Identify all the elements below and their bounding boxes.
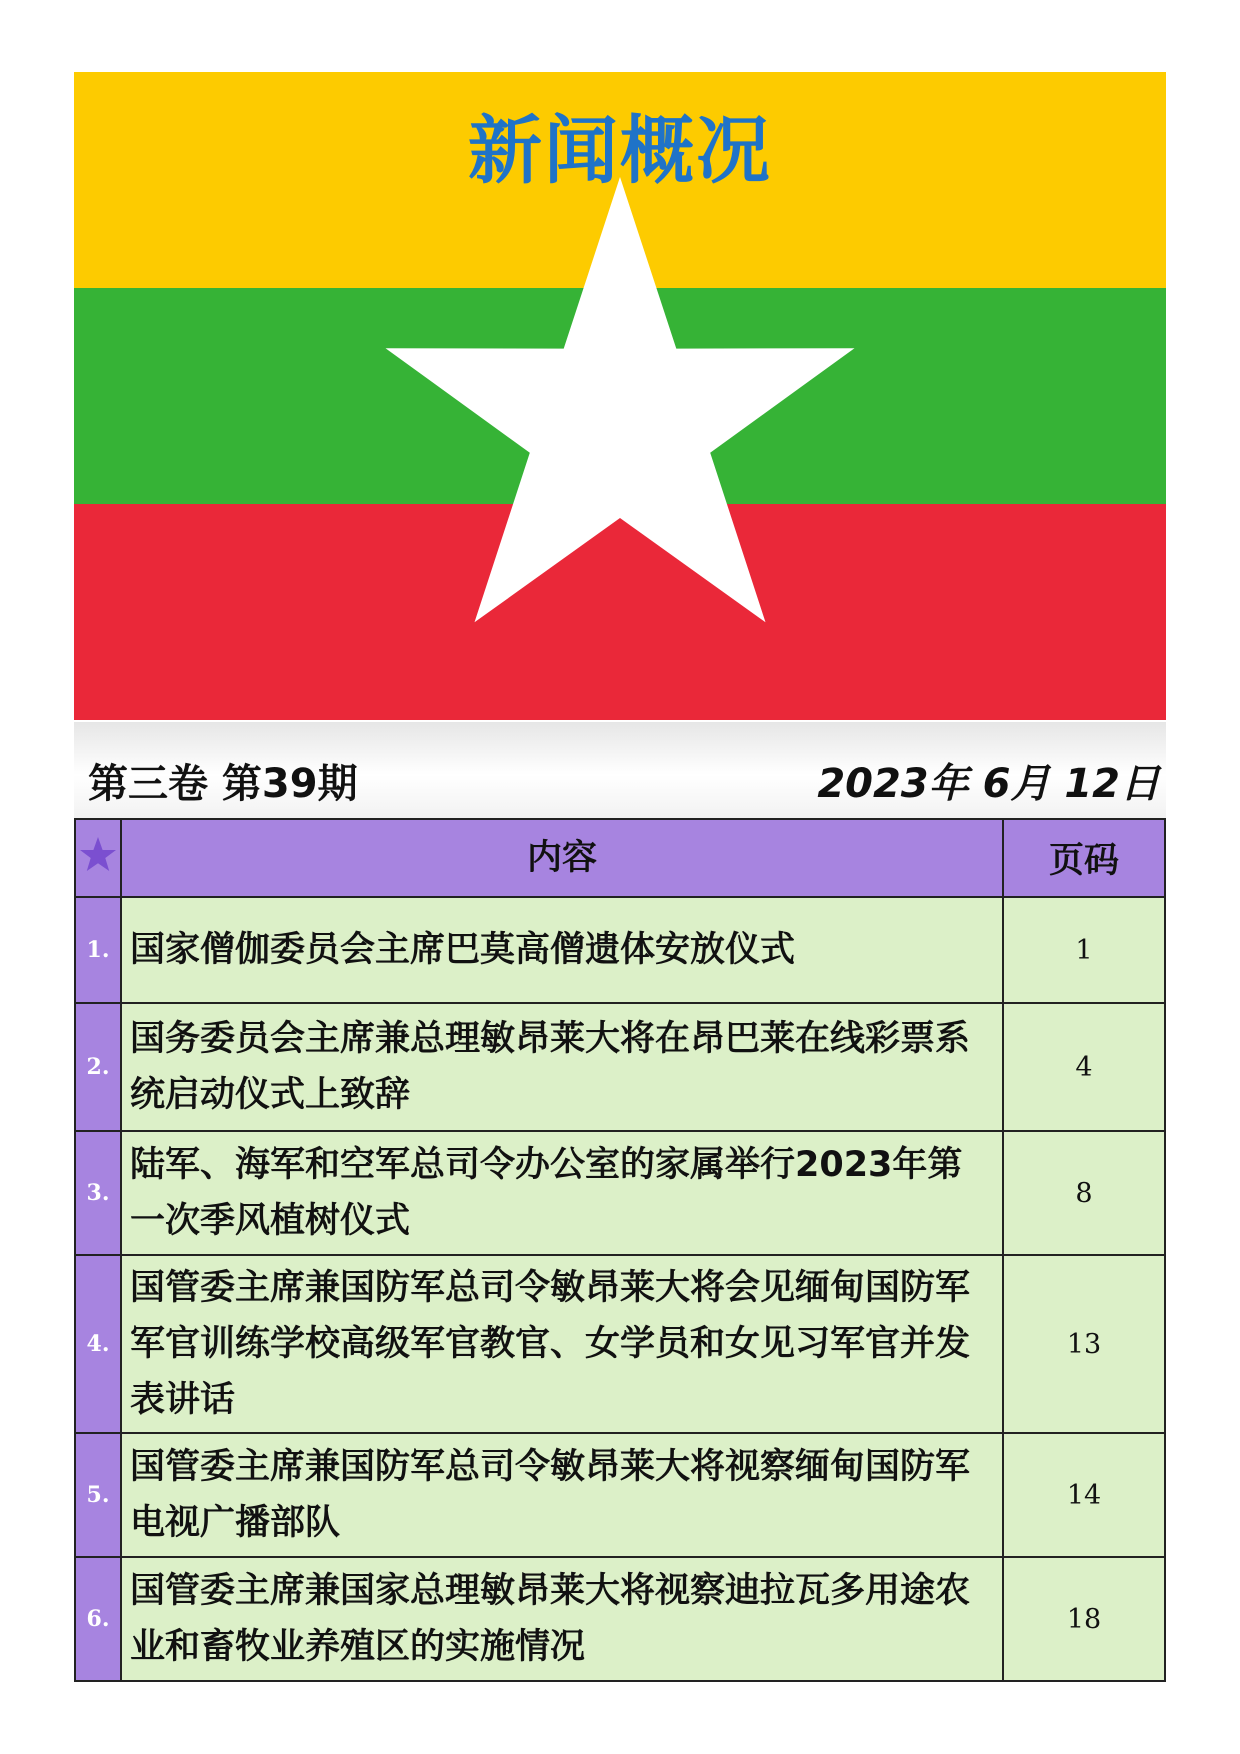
- table-row[interactable]: [75, 1255, 1165, 1433]
- toc-item-page: 8: [1003, 1131, 1165, 1255]
- toc-header-row: [75, 819, 1165, 897]
- newsletter-title: 新闻概况: [468, 108, 772, 194]
- toc-item-title[interactable]: 国管委主席兼国防军总司令敏昂莱大将视察缅甸国防军电视广播部队: [121, 1433, 1003, 1557]
- table-row[interactable]: [75, 1131, 1165, 1255]
- toc-item-title[interactable]: 国管委主席兼国家总理敏昂莱大将视察迪拉瓦多用途农业和畜牧业养殖区的实施情况: [121, 1557, 1003, 1681]
- issue-date: 2023年 6月 12日: [817, 761, 1160, 807]
- toc-item-page: 14: [1003, 1433, 1165, 1557]
- toc-item-page: 1: [1003, 897, 1165, 1003]
- table-row[interactable]: [75, 1557, 1165, 1681]
- toc-item-number: 3.: [75, 1131, 121, 1255]
- table-row[interactable]: [75, 1003, 1165, 1131]
- issue-meta-bar: [74, 722, 1166, 818]
- toc-item-title[interactable]: 国家僧伽委员会主席巴莫高僧遗体安放仪式: [121, 897, 1003, 1003]
- toc-item-number: 1.: [75, 897, 121, 1003]
- table-row[interactable]: [75, 897, 1165, 1003]
- toc-item-title[interactable]: 陆军、海军和空军总司令办公室的家属举行2023年第一次季风植树仪式: [121, 1131, 1003, 1255]
- toc-item-number: 6.: [75, 1557, 121, 1681]
- toc-item-number: 4.: [75, 1255, 121, 1433]
- toc-item-title[interactable]: 国管委主席兼国防军总司令敏昂莱大将会见缅甸国防军军官训练学校高级军官教官、女学员和女见习军官并发表讲话: [121, 1255, 1003, 1433]
- toc-item-number: 5.: [75, 1433, 121, 1557]
- toc-item-page: 4: [1003, 1003, 1165, 1131]
- table-of-contents: [74, 818, 1166, 1682]
- toc-item-page: 18: [1003, 1557, 1165, 1681]
- toc-item-number: 2.: [75, 1003, 121, 1131]
- toc-header-content: 内容: [121, 819, 1003, 897]
- toc-header-star-cell: [75, 819, 121, 897]
- toc-item-page: 13: [1003, 1255, 1165, 1433]
- table-row[interactable]: [75, 1433, 1165, 1557]
- star-icon: [78, 835, 118, 875]
- toc-header-page: 页码: [1003, 819, 1165, 897]
- toc-item-title[interactable]: 国务委员会主席兼总理敏昂莱大将在昂巴莱在线彩票系统启动仪式上致辞: [121, 1003, 1003, 1131]
- volume-issue: 第三卷 第39期: [88, 761, 358, 807]
